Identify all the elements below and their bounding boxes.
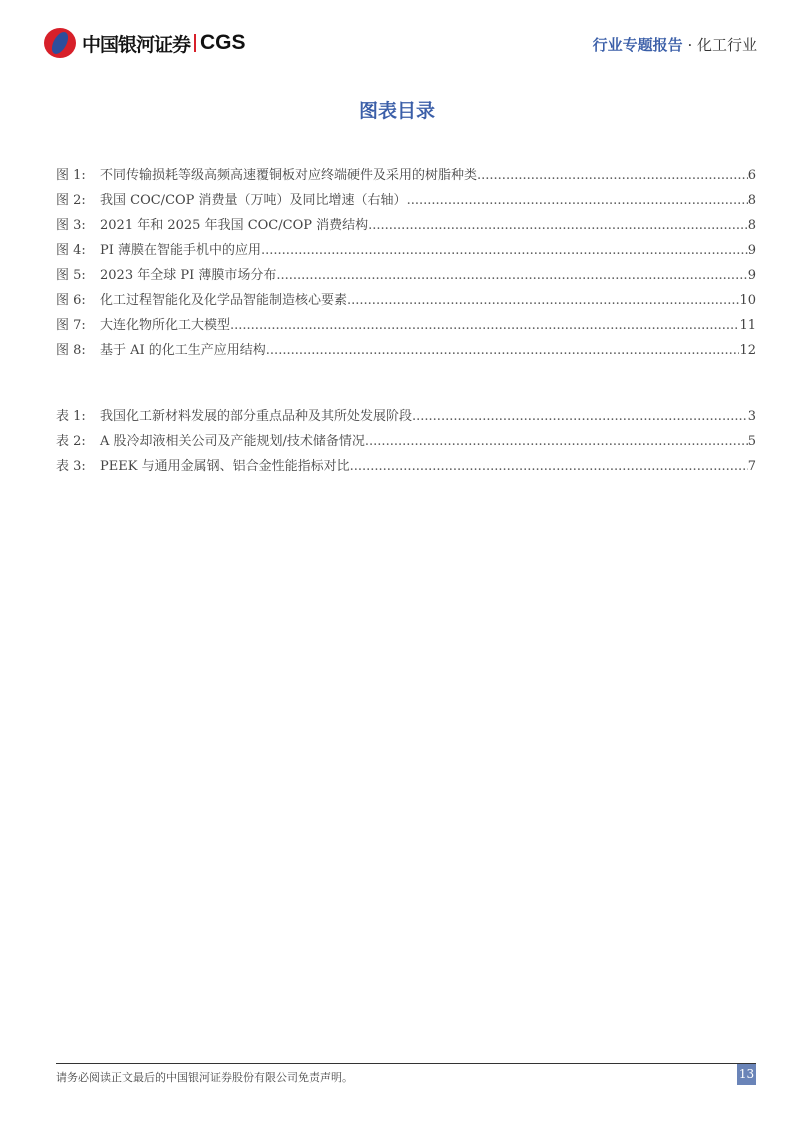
logo-icon bbox=[44, 28, 76, 58]
footer-disclaimer: 请务必阅读正文最后的中国银河证券股份有限公司免责声明。 bbox=[56, 1071, 353, 1084]
page-number: 13 bbox=[737, 1064, 756, 1085]
entry-page[interactable]: 6 bbox=[747, 168, 756, 183]
toc-entry[interactable] bbox=[56, 289, 756, 314]
entry-page[interactable]: 9 bbox=[747, 268, 756, 283]
industry: 化工行业 bbox=[696, 36, 757, 54]
entry-title[interactable]: 基于 AI 的化工生产应用结构 bbox=[100, 343, 266, 358]
entry-title[interactable]: 大连化物所化工大模型 bbox=[100, 318, 231, 333]
entry-page[interactable]: 8 bbox=[747, 218, 756, 233]
entry-label: 表 1: bbox=[56, 409, 86, 424]
entry-title[interactable]: PEEK 与通用金属钢、铝合金性能指标对比 bbox=[100, 459, 350, 474]
toc-entry[interactable] bbox=[56, 264, 756, 289]
entry-label: 图 7: bbox=[56, 318, 86, 333]
entry-label: 表 2: bbox=[56, 434, 86, 449]
toc-entry[interactable] bbox=[56, 314, 756, 339]
leader-dots bbox=[368, 218, 748, 233]
entry-page[interactable]: 9 bbox=[747, 243, 756, 258]
entry-page[interactable]: 10 bbox=[739, 293, 756, 308]
entry-title[interactable]: PI 薄膜在智能手机中的应用 bbox=[100, 243, 262, 258]
entry-title[interactable]: 化工过程智能化及化学品智能制造核心要素 bbox=[100, 293, 348, 308]
entry-title[interactable]: A 股冷却液相关公司及产能规划/技术储备情况 bbox=[100, 434, 365, 449]
entry-title[interactable]: 2021 年和 2025 年我国 COC/COP 消费结构 bbox=[100, 218, 369, 233]
toc-entry[interactable] bbox=[56, 214, 756, 239]
leader-dots bbox=[266, 343, 740, 358]
entry-title[interactable]: 我国 COC/COP 消费量（万吨）及同比增速（右轴） bbox=[100, 193, 407, 208]
leader-dots bbox=[276, 268, 747, 283]
entry-label: 表 3: bbox=[56, 459, 86, 474]
entry-label: 图 6: bbox=[56, 293, 86, 308]
leader-dots bbox=[261, 243, 748, 258]
entry-page[interactable]: 11 bbox=[739, 318, 756, 333]
logo-cn: 中国银河证券 bbox=[82, 33, 191, 56]
toc-entry[interactable] bbox=[56, 430, 756, 455]
page-title: 图表目录 bbox=[358, 100, 435, 122]
leader-dots bbox=[365, 434, 748, 449]
entry-label: 图 3: bbox=[56, 218, 86, 233]
logo-en: CGS bbox=[200, 31, 246, 54]
figure-list bbox=[56, 164, 756, 364]
toc-entry[interactable] bbox=[56, 189, 756, 214]
entry-page[interactable]: 7 bbox=[747, 459, 756, 474]
leader-dots bbox=[347, 293, 739, 308]
entry-label: 图 8: bbox=[56, 343, 86, 358]
toc-entry[interactable] bbox=[56, 405, 756, 430]
leader-dots bbox=[230, 318, 739, 333]
logo-divider bbox=[194, 34, 196, 52]
entry-label: 图 5: bbox=[56, 268, 86, 283]
entry-label: 图 4: bbox=[56, 243, 86, 258]
footer-divider bbox=[56, 1063, 756, 1064]
entry-page[interactable]: 5 bbox=[747, 434, 756, 449]
toc-entry[interactable] bbox=[56, 455, 756, 480]
toc-entry[interactable] bbox=[56, 339, 756, 364]
entry-title[interactable]: 我国化工新材料发展的部分重点品种及其所处发展阶段 bbox=[100, 409, 413, 424]
entry-page[interactable]: 3 bbox=[747, 409, 756, 424]
leader-dots bbox=[412, 409, 748, 424]
toc-entry[interactable] bbox=[56, 164, 756, 189]
leader-dots bbox=[350, 459, 748, 474]
entry-label: 图 1: bbox=[56, 168, 86, 183]
report-type: 行业专题报告 bbox=[592, 36, 683, 54]
entry-label: 图 2: bbox=[56, 193, 86, 208]
table-list bbox=[56, 405, 756, 480]
toc-entry[interactable] bbox=[56, 239, 756, 264]
entry-page[interactable]: 12 bbox=[739, 343, 756, 358]
leader-dots bbox=[407, 193, 748, 208]
entry-title[interactable]: 不同传输损耗等级高频高速覆铜板对应终端硬件及采用的树脂种类 bbox=[100, 168, 478, 183]
header-report-info bbox=[593, 34, 757, 55]
leader-dots bbox=[477, 168, 748, 183]
company-logo bbox=[44, 28, 246, 58]
entry-title[interactable]: 2023 年全球 PI 薄膜市场分布 bbox=[100, 268, 277, 283]
header-separator: · bbox=[682, 36, 697, 54]
entry-page[interactable]: 8 bbox=[747, 193, 756, 208]
